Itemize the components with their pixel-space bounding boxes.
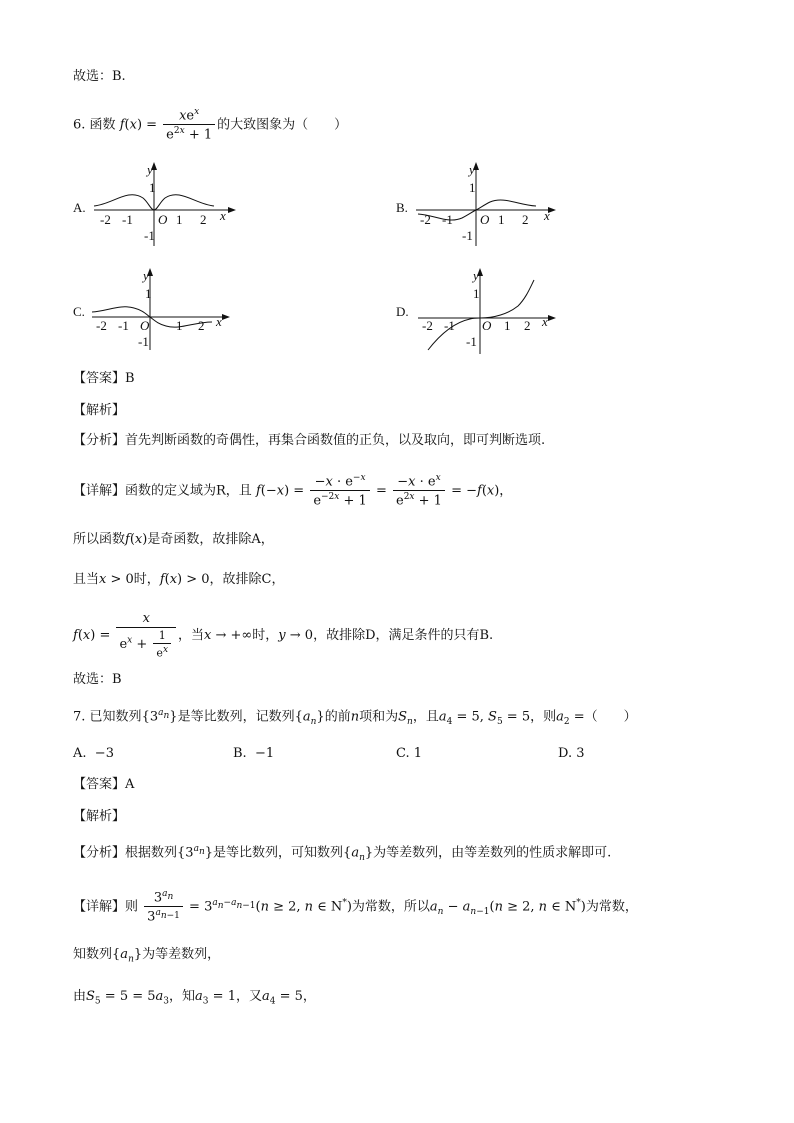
svg-text:-2: -2 <box>96 318 107 333</box>
q7-answer: 【答案】A <box>73 777 135 792</box>
q6-detail-1: 【详解】函数的定义域为R，且 f(−x) = $\frac{-x \cdot e^{-x}}{e^{-2x} + 1}$ = $\frac{-x \cdot e^x}{e^{2x} + 1}$ = −f(x)， <box>73 473 513 509</box>
svg-text:O: O <box>158 212 168 227</box>
svg-text:O: O <box>140 318 150 333</box>
svg-text:2: 2 <box>200 212 207 227</box>
q7-stem: 7. 已知数列$\{3^{a_n}\}$是等比数列，记数列$\{a_n\}$的前n项和为$S_n$，且$a_4 = 5$, $S_5 = 5$，则$a_2$ =（ ） <box>73 708 637 727</box>
option-a-label[interactable]: A. <box>73 200 86 215</box>
q7-option-a[interactable]: A. −3 <box>73 746 114 761</box>
svg-text:-1: -1 <box>462 228 473 243</box>
svg-text:x: x <box>542 314 548 329</box>
svg-text:1: 1 <box>504 318 511 333</box>
svg-text:-2: -2 <box>100 212 111 227</box>
svg-text:-1: -1 <box>444 318 455 333</box>
option-d-label[interactable]: D. <box>396 304 409 319</box>
q7-analysis-tag: 【解析】 <box>73 809 126 824</box>
option-b-label[interactable]: B. <box>396 200 408 215</box>
svg-text:x: x <box>544 208 550 223</box>
svg-text:-1: -1 <box>138 334 149 349</box>
graph-a[interactable] <box>88 158 248 252</box>
svg-text:1: 1 <box>145 286 152 301</box>
svg-text:O: O <box>482 318 492 333</box>
q7-option-d[interactable]: D. 3 <box>558 746 585 761</box>
q6-detail-4: f(x) = x $e^x$ + $\frac{1}{e^x}$ ，当x → +∞时，y → 0，故排除D，满足条件的只有B. <box>73 611 494 660</box>
svg-text:-1: -1 <box>466 334 477 349</box>
svg-text:2: 2 <box>198 318 205 333</box>
svg-text:1: 1 <box>473 286 480 301</box>
graph-d[interactable] <box>414 262 574 361</box>
q7-detail-3: 由$S_5 = 5 = 5a_3$，知$a_3 = 1$，又$a_4 = 5$， <box>73 989 316 1007</box>
q6-stem: 6. 函数 f(x) = $\frac{xe^x}{e^{2x} + 1}$ 的大致图象为（ ） <box>73 107 348 143</box>
option-c-label[interactable]: C. <box>73 304 85 319</box>
q7-option-c[interactable]: C. 1 <box>396 746 423 761</box>
graph-b[interactable] <box>410 158 570 252</box>
previous-answer: 故选：B. <box>73 69 126 84</box>
svg-text:1: 1 <box>176 318 183 333</box>
svg-text:-1: -1 <box>442 212 453 227</box>
q7-detail-2: 知数列$\{a_n\}$为等差数列， <box>73 947 221 965</box>
q6-fenxi: 【分析】首先判断函数的奇偶性，再集合函数值的正负，以及取向，即可判断选项. <box>73 433 546 448</box>
svg-text:1: 1 <box>498 212 505 227</box>
svg-text:-1: -1 <box>122 212 133 227</box>
svg-text:1: 1 <box>176 212 183 227</box>
svg-text:O: O <box>480 212 490 227</box>
q7-option-b[interactable]: B. −1 <box>233 746 275 761</box>
q6-detail-2: 所以函数f(x)是奇函数，故排除A， <box>73 532 274 547</box>
svg-text:x: x <box>216 314 222 329</box>
q6-final: 故选：B <box>73 672 122 687</box>
q6-answer: 【答案】B <box>73 371 135 386</box>
q6-detail-3: 且当x > 0时，f(x) > 0，故排除C， <box>73 572 285 587</box>
svg-text:-2: -2 <box>420 212 431 227</box>
svg-text:-1: -1 <box>144 228 155 243</box>
q6-analysis-tag: 【解析】 <box>73 403 126 418</box>
svg-text:x: x <box>220 208 226 223</box>
svg-text:y: y <box>473 268 479 283</box>
q7-fenxi: 【分析】根据数列$\{3^{a_n}\}$是等比数列，可知数列$\{a_n\}$为等差数列，由等差数列的性质求解即可. <box>73 844 612 863</box>
svg-text:-2: -2 <box>422 318 433 333</box>
svg-text:y: y <box>469 162 475 177</box>
svg-text:y: y <box>143 268 149 283</box>
svg-text:2: 2 <box>524 318 531 333</box>
svg-text:1: 1 <box>149 180 156 195</box>
q7-detail-1: 【详解】则 $\frac{3^{a_n}}{3^{a_{n-1}}}$ = $3^{a_n-a_{n-1}}(n \ge 2$, n ∈ N*)为常数，所以$a_n - a_{n-1}(n \ge 2$, n ∈ N*)为常数， <box>73 889 638 925</box>
svg-text:1: 1 <box>469 180 476 195</box>
graph-c[interactable] <box>88 262 248 356</box>
svg-text:y: y <box>147 162 153 177</box>
svg-text:2: 2 <box>522 212 529 227</box>
svg-text:-1: -1 <box>118 318 129 333</box>
